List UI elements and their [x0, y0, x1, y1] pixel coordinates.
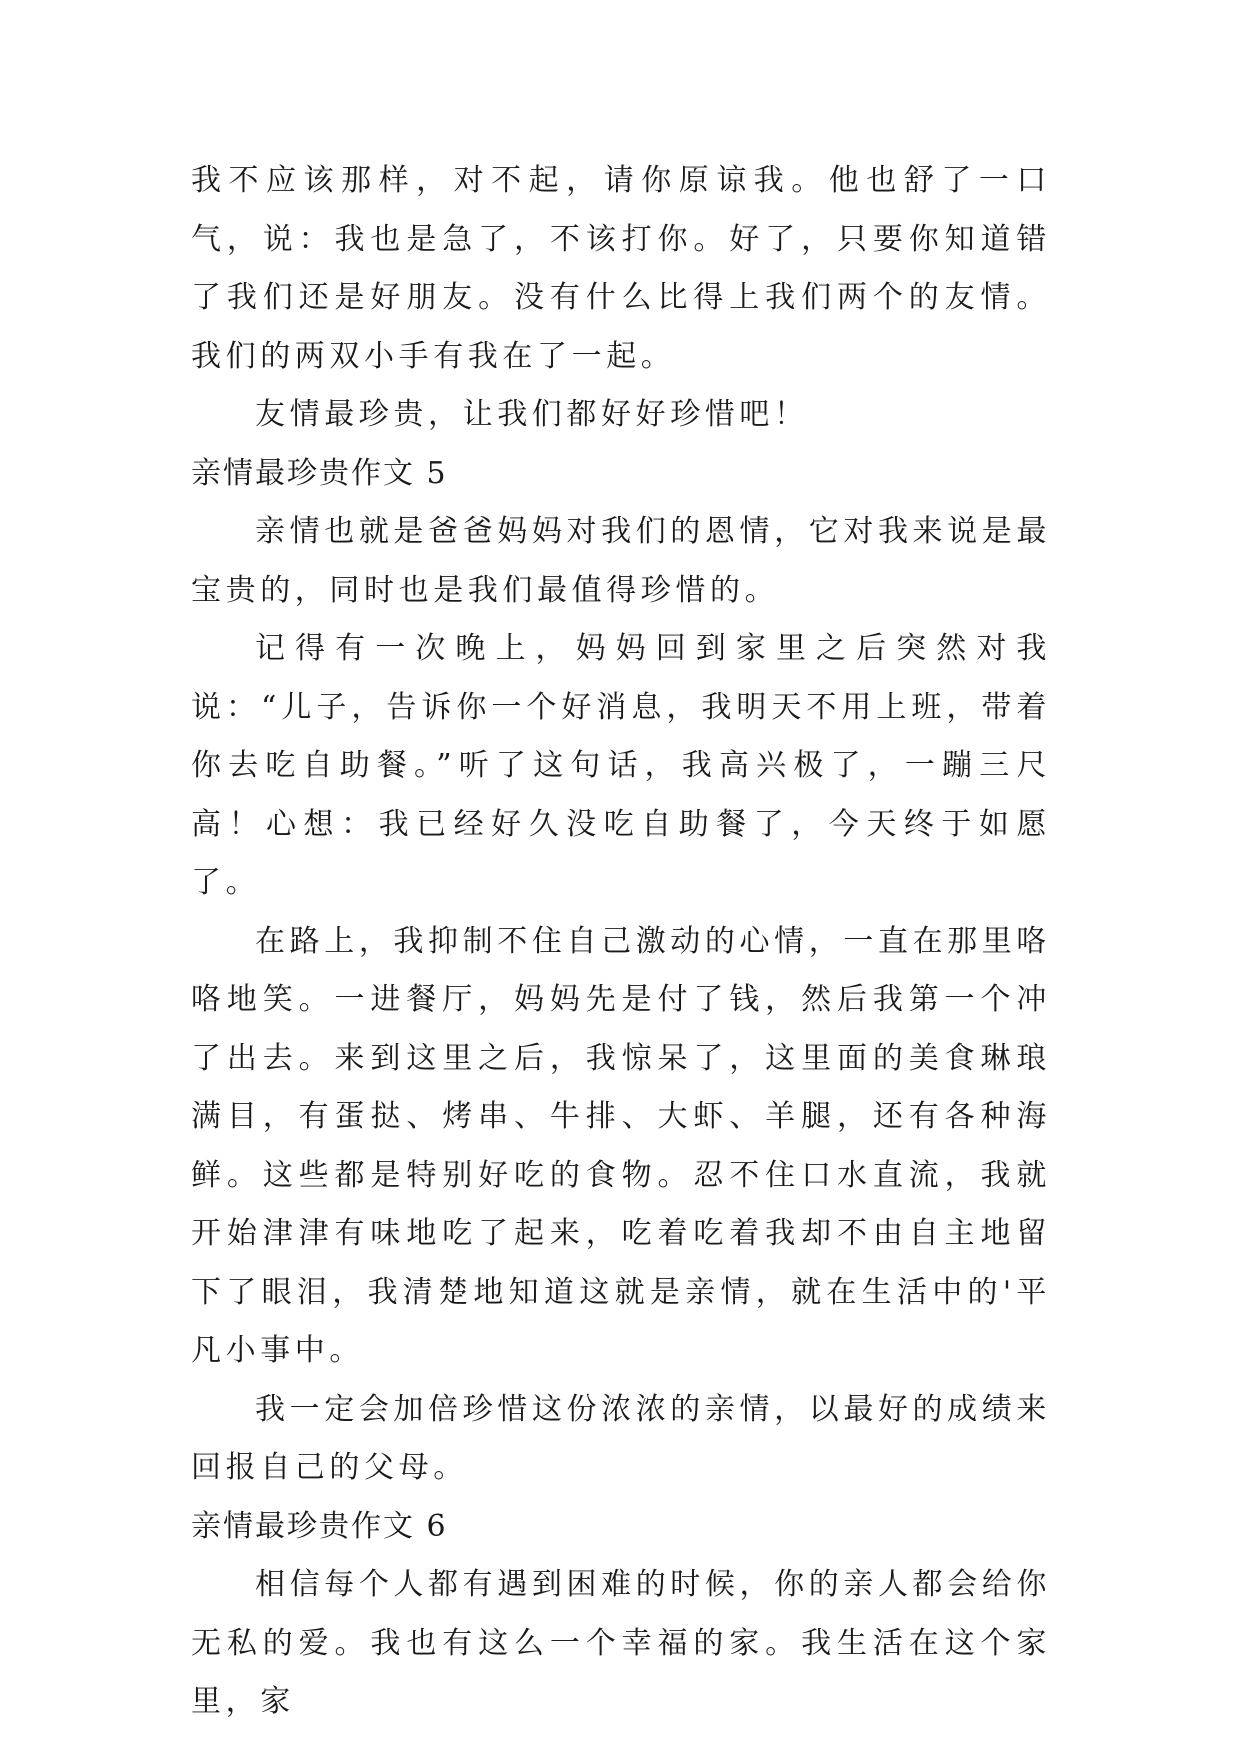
paragraph-restaurant: 在路上，我抑制不住自己激动的心情，一直在那里咯咯地笑。一进餐厅，妈妈先是付了钱，然后我第一个冲了出去。来到这里之后，我惊呆了，这里面的美食琳琅满目，有蛋挞、烤串、牛排、大虾、羊腿，还有各种海鲜。这些都是特别好吃的食物。忍不住口水直流，我就开始津津有味地吃了起来，吃着吃着我却不由自主地留下了眼泪，我清楚地知道这就是亲情，就在生活中的'平凡小事中。	[191, 923, 1051, 1368]
paragraph-buffet-story: 记得有一次晚上，妈妈回到家里之后突然对我说：“儿子，告诉你一个好消息，我明天不用上班，带着你去吃自助餐。”听了这句话，我高兴极了，一蹦三尺高！心想：我已经好久没吃自助餐了，今天终于如愿了。	[191, 631, 1051, 900]
essay-heading-6: 亲情最珍贵作文 6	[191, 1508, 448, 1544]
paragraph-cherish: 我一定会加倍珍惜这份浓浓的亲情，以最好的成绩来回报自己的父母。	[191, 1391, 1051, 1485]
paragraph-happy-family: 相信每个人都有遇到困难的时候，你的亲人都会给你无私的爱。我也有这么一个幸福的家。我生活在这个家里，家	[191, 1567, 1051, 1719]
paragraph-family-intro: 亲情也就是爸爸妈妈对我们的恩情，它对我来说是最宝贵的，同时也是我们最值得珍惜的。	[191, 514, 1051, 608]
essay-heading-5: 亲情最珍贵作文 5	[191, 455, 448, 491]
paragraph-friendship-conclusion: 友情最珍贵，让我们都好好珍惜吧！	[255, 397, 809, 432]
document-body	[191, 152, 1051, 1732]
paragraph-apology: 我不应该那样，对不起，请你原谅我。他也舒了一口气，说：我也是急了，不该打你。好了，只要你知道错了我们还是好朋友。没有什么比得上我们两个的友情。我们的两双小手有我在了一起。	[191, 163, 1051, 374]
